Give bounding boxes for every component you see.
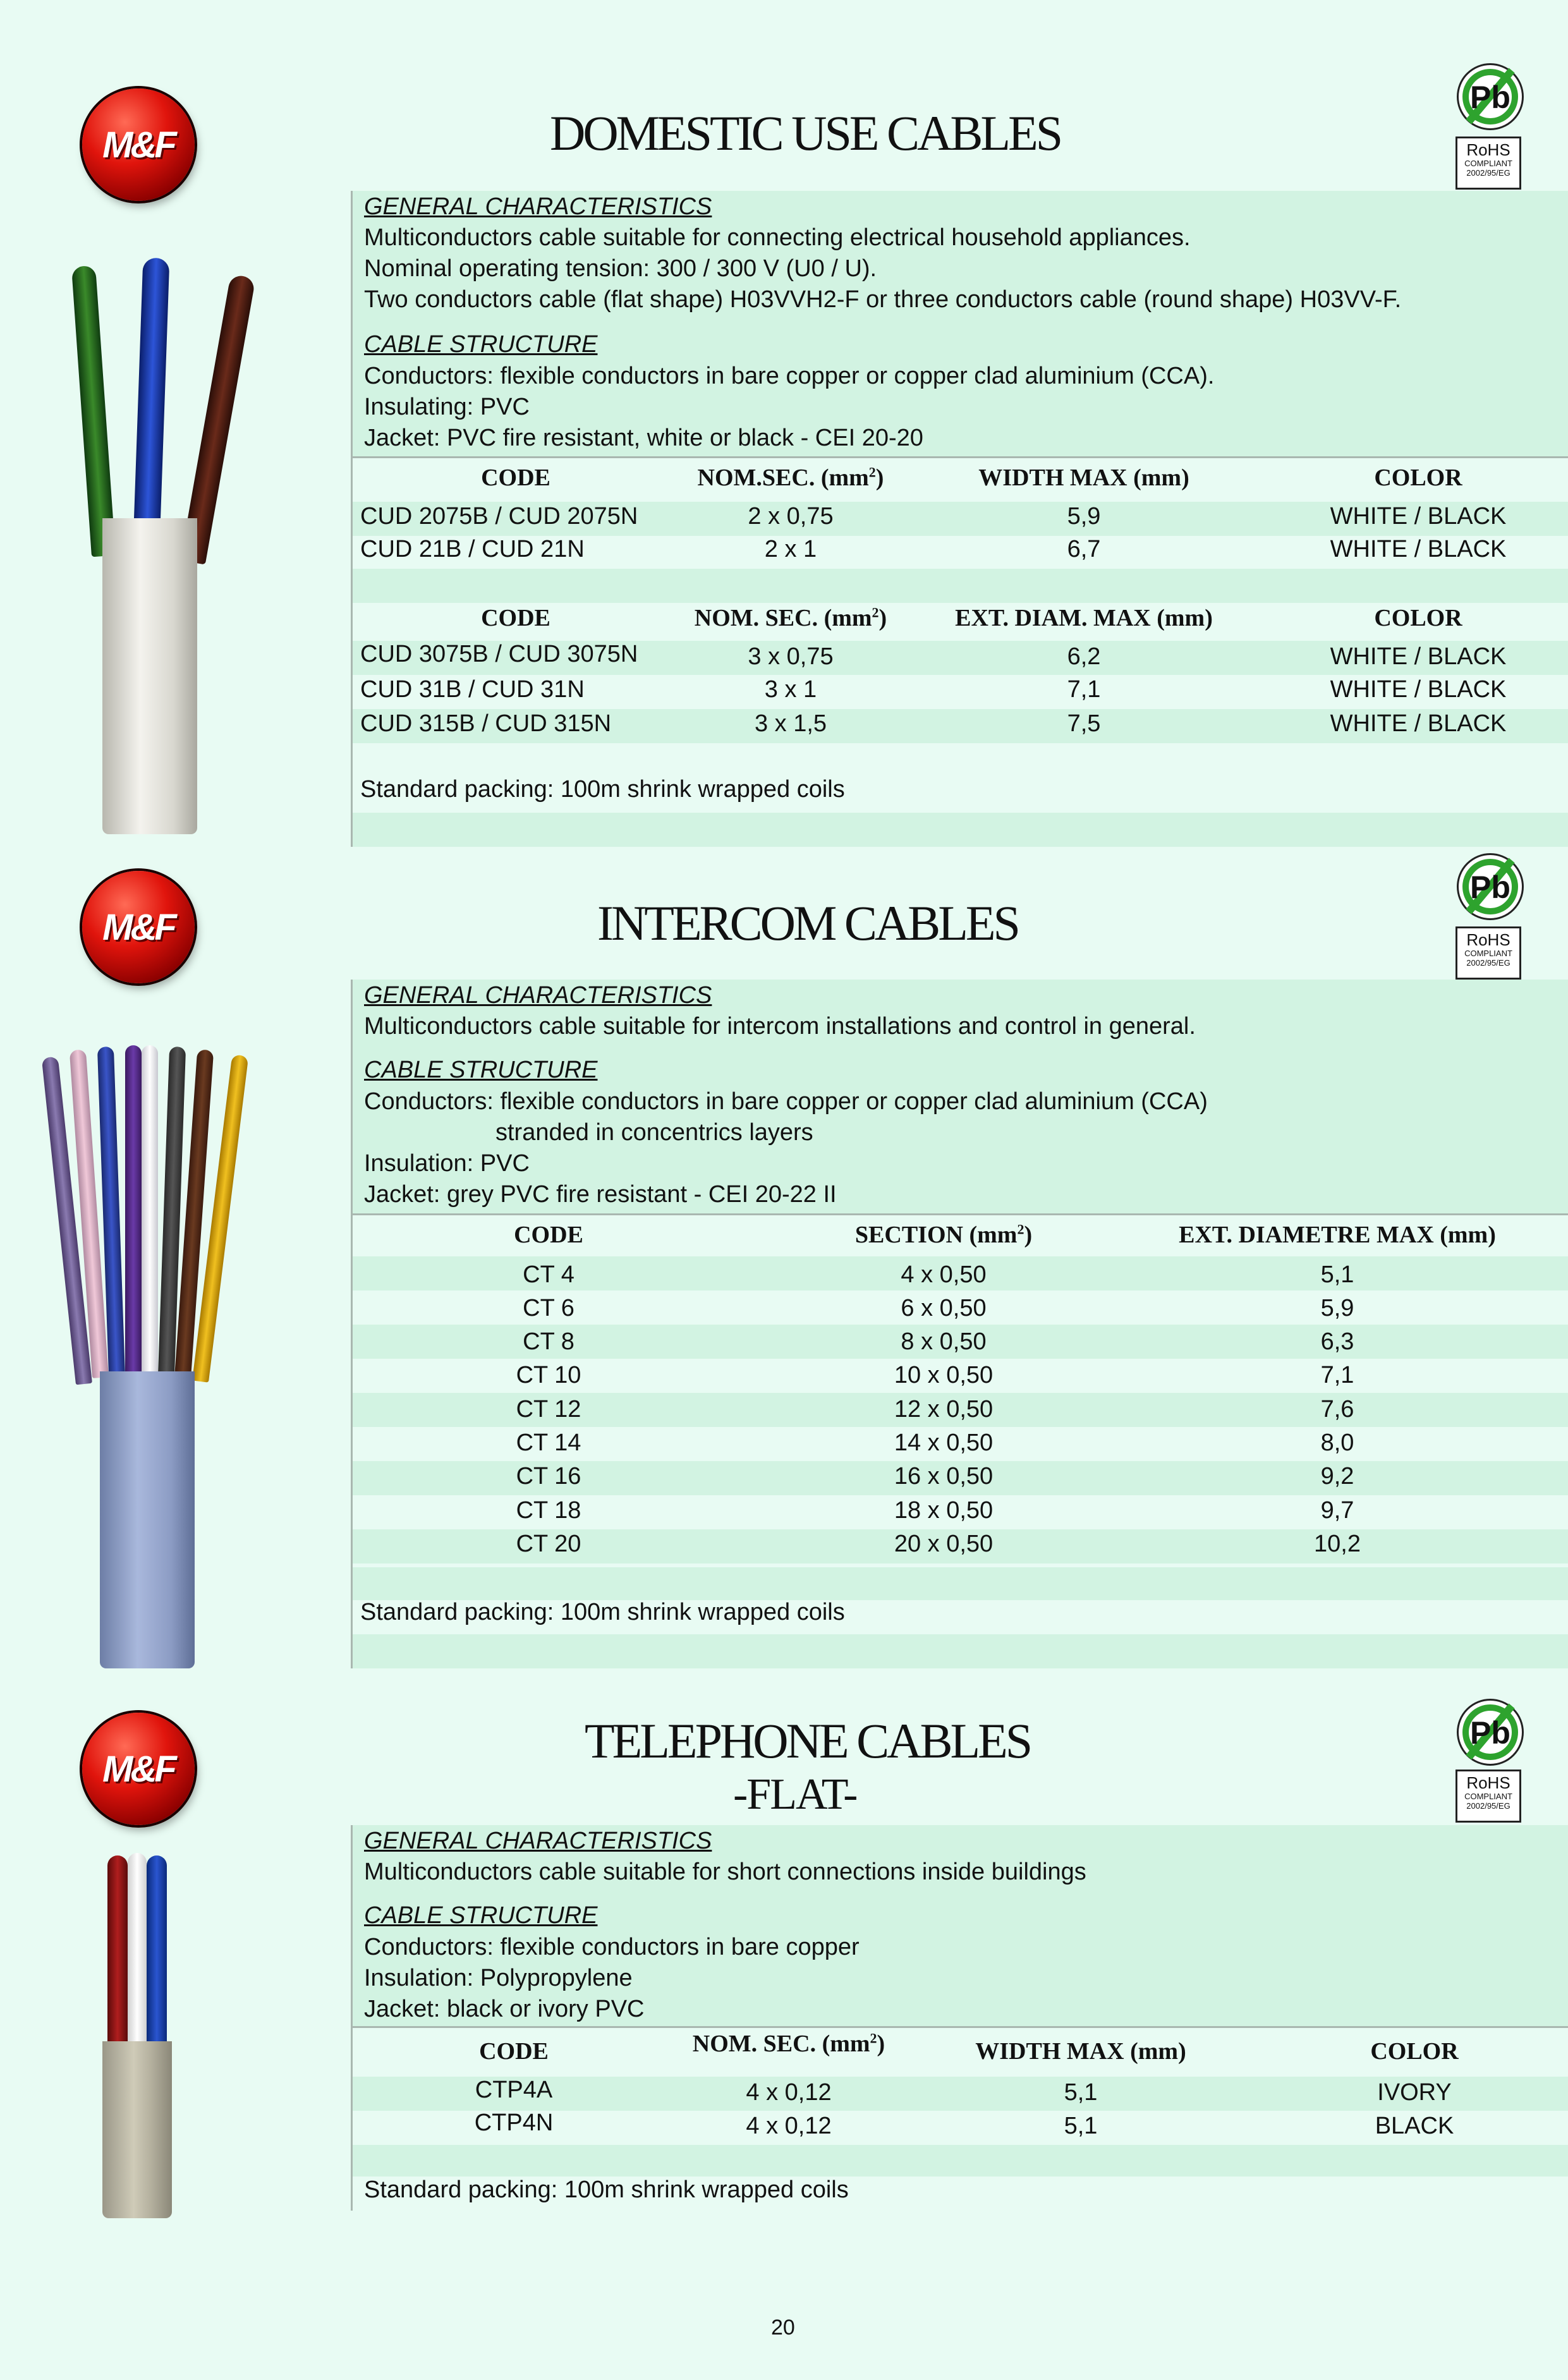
intercom-packing: Standard packing: 100m shrink wrapped coils bbox=[360, 1599, 845, 1625]
table-header: CODE bbox=[479, 2038, 549, 2065]
rohs-badge: RoHS COMPLIANT 2002/95/EG bbox=[1456, 137, 1521, 190]
table-header: WIDTH MAX (mm) bbox=[975, 2038, 1186, 2065]
table-header: COLOR bbox=[1370, 2038, 1459, 2065]
domestic-cable-image bbox=[63, 253, 253, 841]
telephone-panel: GENERAL CHARACTERISTICS Multiconductors cable suitable for short connections inside buildings CABLE STRUCTURE Conductors: flexible conductors in bare copper Insulation: Polypropylene Jacket: black or ivory PVC CODE NOM. SEC. $(mm^2)$ WIDTH MAX (mm) COLOR CTP4A 4 x 0,12 5,1 IVORY CTP4N 4 x 0,12 5,1 BLACK Standard packing: 100m shrink wrapped coils bbox=[351, 1825, 1568, 2211]
telephone-structure-line: Conductors: flexible conductors in bare copper bbox=[364, 1934, 860, 1960]
company-logo: M&F bbox=[82, 871, 195, 983]
table-header: NOM. SEC. $(mm^2)$ bbox=[694, 604, 887, 631]
intercom-title: INTERCOM CABLES bbox=[597, 896, 1018, 950]
domestic-structure-line: Conductors: flexible conductors in bare copper or copper clad aluminium (CCA). bbox=[364, 363, 1215, 389]
table-header: CODE bbox=[481, 605, 550, 631]
domestic-packing: Standard packing: 100m shrink wrapped coils bbox=[360, 776, 845, 803]
intercom-panel: GENERAL CHARACTERISTICS Multiconductors cable suitable for intercom installations and control in general. CABLE STRUCTURE Conductors: flexible conductors in bare copper or copper clad aluminium (CCA) stranded in concentrics layers Insulation: PVC Jacket: grey PVC fire resistant - CEI 20-22 II CODE SECTION $(mm^2)$ EXT. DIAMETRE MAX (mm) CT 4 4 x 0,50 5,1 CT 6 6 x 0,50 5,9 CT 8 8 x 0,50 6,3 CT 10 10 x 0,50 7,1 CT 12 12 x 0,50 7,6 CT 14 14 x 0,50 8,0 CT 16 16 x 0,50 9,2 CT 18 18 x 0,50 9,7 CT 20 20 x 0,50 10,2 Standard packing: 100m shrink wrapped coils bbox=[351, 980, 1568, 1668]
table-header: COLOR bbox=[1374, 605, 1462, 631]
telephone-structure-heading: CABLE STRUCTURE bbox=[364, 1902, 598, 1929]
lead-free-icon: Pb bbox=[1457, 853, 1524, 920]
domestic-structure-heading: CABLE STRUCTURE bbox=[364, 331, 598, 358]
table-header: EXT. DIAM. MAX (mm) bbox=[955, 605, 1213, 631]
telephone-title: TELEPHONE CABLES bbox=[585, 1713, 1031, 1768]
domestic-structure-line: Jacket: PVC fire resistant, white or black - CEI 20-20 bbox=[364, 425, 923, 451]
intercom-general-line: Multiconductors cable suitable for intercom installations and control in general. bbox=[364, 1013, 1196, 1040]
telephone-packing: Standard packing: 100m shrink wrapped coils bbox=[364, 2177, 849, 2203]
domestic-title: DOMESTIC USE CABLES bbox=[550, 106, 1061, 161]
telephone-structure-line: Jacket: black or ivory PVC bbox=[364, 1996, 645, 2022]
lead-free-icon: Pb bbox=[1457, 1699, 1524, 1766]
domestic-general-line: Multiconductors cable suitable for connecting electrical household appliances. bbox=[364, 224, 1191, 251]
table-header: NOM.SEC. $(mm^2)$ bbox=[697, 464, 884, 491]
table-header: WIDTH MAX (mm) bbox=[978, 464, 1189, 491]
company-logo: M&F bbox=[82, 1713, 195, 1825]
table-header: CODE bbox=[514, 1222, 583, 1248]
company-logo: M&F bbox=[82, 88, 195, 201]
telephone-subtitle: -FLAT- bbox=[733, 1770, 857, 1819]
intercom-cable-image bbox=[63, 1043, 240, 1668]
lead-free-icon: Pb bbox=[1457, 63, 1524, 130]
table-header: NOM. SEC. $(mm^2)$ bbox=[692, 2030, 885, 2057]
rohs-badge: RoHS COMPLIANT 2002/95/EG bbox=[1456, 1770, 1521, 1823]
telephone-general-line: Multiconductors cable suitable for short connections inside buildings bbox=[364, 1859, 1086, 1885]
domestic-structure-line: Insulating: PVC bbox=[364, 394, 530, 420]
intercom-structure-heading: CABLE STRUCTURE bbox=[364, 1057, 598, 1083]
rohs-badge: RoHS COMPLIANT 2002/95/EG bbox=[1456, 926, 1521, 980]
intercom-structure-line: Conductors: flexible conductors in bare copper or copper clad aluminium (CCA) bbox=[364, 1088, 1208, 1115]
domestic-panel: GENERAL CHARACTERISTICS Multiconductors cable suitable for connecting electrical household appliances. Nominal operating tension: 300 / 300 V (U0 / U). Two conductors cable (flat shape) H03VVH2-F or three conductors cable (round shape) H03VV-F. CABLE STRUCTURE Conductors: flexible conductors in bare copper or copper clad aluminium (CCA). Insulating: PVC Jacket: PVC fire resistant, white or black - CEI 20-20 CODE NOM.SEC. $(mm^2)$ WIDTH MAX (mm) COLOR CUD 2075B / CUD 2075N 2 x 0,75 5,9 WHITE / BLACK CUD 21B / CUD 21N 2 x 1 6,7 WHITE / BLACK CODE NOM. SEC. $(mm^2)$ EXT. DIAM. MAX (mm) COLOR CUD 3075B / CUD 3075N 3 x 0,75 6,2 WHITE / BLACK CUD 31B / CUD 31N 3 x 1 7,1 WHITE / BLACK CUD 315B / CUD 315N 3 x 1,5 7,5 WHITE / BLACK Standard packing: 100m shrink wrapped coils bbox=[351, 191, 1568, 847]
page-number: 20 bbox=[771, 2316, 795, 2340]
domestic-general-heading: GENERAL CHARACTERISTICS bbox=[364, 193, 712, 220]
intercom-structure-line: stranded in concentrics layers bbox=[495, 1119, 813, 1146]
table-header: COLOR bbox=[1374, 464, 1462, 491]
table-header: CODE bbox=[481, 464, 550, 491]
table-header: EXT. DIAMETRE MAX (mm) bbox=[1179, 1222, 1496, 1248]
intercom-structure-line: Insulation: PVC bbox=[364, 1150, 530, 1177]
domestic-general-line: Two conductors cable (flat shape) H03VVH2-F or three conductors cable (round shape) H03VV-F. bbox=[364, 286, 1402, 313]
intercom-structure-line: Jacket: grey PVC fire resistant - CEI 20-22 II bbox=[364, 1181, 837, 1208]
table-header: SECTION $(mm^2)$ bbox=[854, 1221, 1033, 1248]
telephone-structure-line: Insulation: Polypropylene bbox=[364, 1965, 633, 1991]
telephone-cable-image bbox=[95, 1852, 196, 2218]
telephone-general-heading: GENERAL CHARACTERISTICS bbox=[364, 1828, 712, 1854]
intercom-general-heading: GENERAL CHARACTERISTICS bbox=[364, 982, 712, 1009]
domestic-general-line: Nominal operating tension: 300 / 300 V (U0 / U). bbox=[364, 255, 877, 282]
